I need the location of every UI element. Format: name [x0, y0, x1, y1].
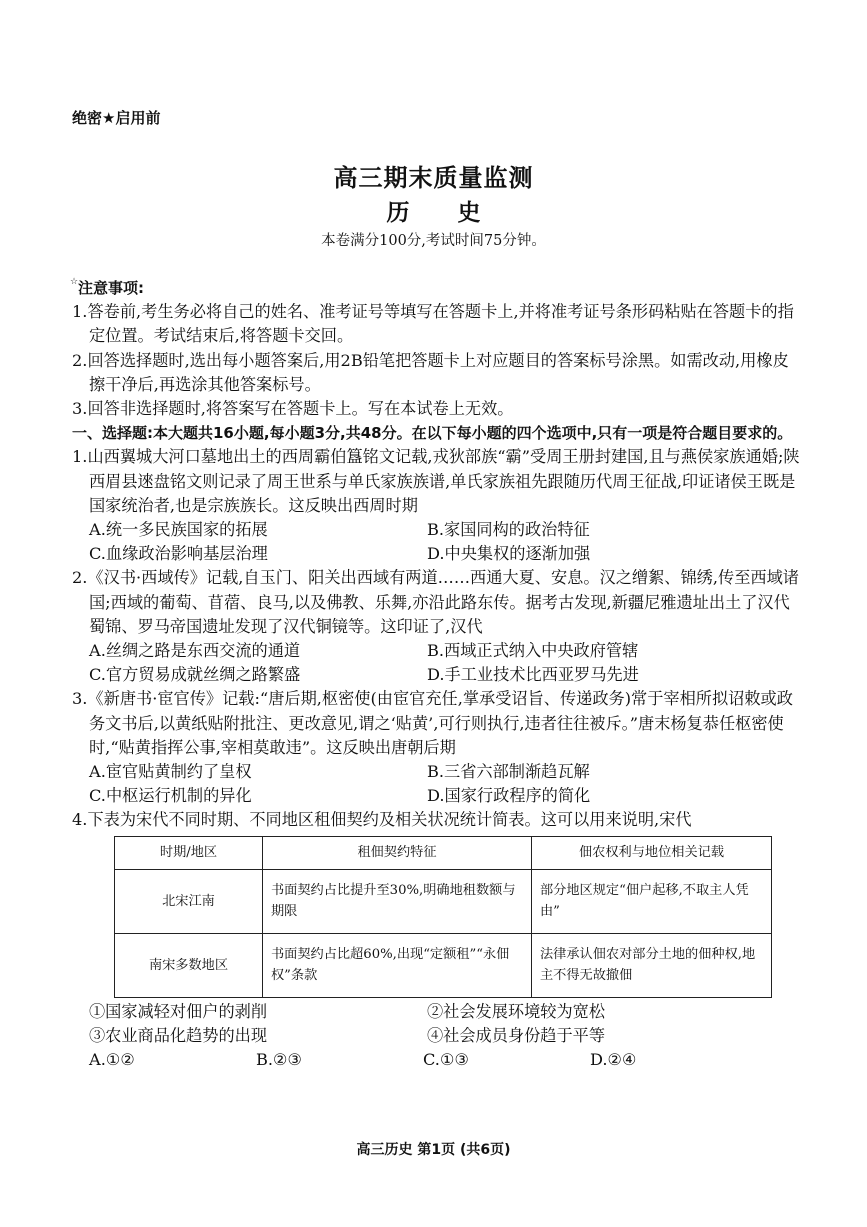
option-b: B.家国同构的政治特征 [427, 520, 590, 540]
question-1-stem: 1.山西翼城大河口墓地出土的西周霸伯簋铭文记载,戎狄部族“霸”受周王册封建国,且与燕侯家族通婚;陕西眉县逨盘铭文则记录了周王世系与单氏家族族谱,单氏家族祖先跟随历代周王征战,印证诸侯王既是国家统治者,也是宗族族长。这反映出西周时期 [72, 447, 800, 515]
option-d: D.国家行政程序的简化 [427, 786, 591, 806]
table-cell: 南宋多数地区 [115, 933, 263, 997]
option-d: D.②④ [590, 1050, 637, 1070]
option-c: C.中枢运行机制的异化 [89, 786, 252, 806]
question-3-options [72, 760, 802, 808]
star-icon: ☆ [70, 277, 79, 287]
table-header-cell: 租佃契约特征 [263, 836, 532, 869]
option-c: C.①③ [423, 1050, 469, 1070]
exam-content [72, 276, 802, 1072]
table-cell: 书面契约占比超60%,出现“定额租”“永佃权”条款 [263, 933, 532, 997]
notice-title-text: 注意事项: [78, 279, 144, 297]
statement: ①国家减轻对佃户的剥削 [89, 1001, 268, 1021]
option-b: B.三省六部制渐趋瓦解 [427, 762, 590, 782]
option-a: A.统一多民族国家的拓展 [89, 520, 268, 540]
score-time-note: 本卷满分100分,考试时间75分钟。 [321, 233, 546, 249]
table-cell: 北宋江南 [115, 869, 263, 933]
table-row [115, 869, 772, 933]
question-4-statements [72, 1000, 802, 1048]
option-c: C.官方贸易成就丝绸之路繁盛 [89, 665, 301, 685]
question-1-options [72, 518, 802, 566]
exam-title: 高三期末质量监测 [333, 163, 534, 192]
notice-item: 1.答卷前,考生务必将自己的姓名、准考证号等填写在答题卡上,并将准考证号条形码粘贴在答题卡的指定位置。考试结束后,将答题卡交回。 [72, 302, 794, 346]
option-a: A.丝绸之路是东西交流的通道 [89, 641, 301, 661]
option-b: B.②③ [256, 1050, 303, 1070]
table-header-cell: 时期/地区 [115, 836, 263, 869]
option-d: D.手工业技术比西亚罗马先进 [427, 665, 639, 685]
question-2-options [72, 639, 802, 687]
option-a: A.宦官贴黄制约了皇权 [89, 762, 252, 782]
option-d: D.中央集权的逐渐加强 [427, 544, 591, 564]
statement: ②社会发展环境较为宽松 [427, 1001, 606, 1021]
option-b: B.西域正式纳入中央政府管辖 [427, 641, 639, 661]
option-c: C.血缘政治影响基层治理 [89, 544, 268, 564]
statement: ④社会成员身份趋于平等 [427, 1025, 606, 1045]
table-cell: 部分地区规定“佃户起移,不取主人凭由” [532, 869, 772, 933]
subject-title: 历 史 [386, 199, 501, 226]
option-a: A.①② [89, 1050, 135, 1070]
question-4-options [72, 1048, 802, 1072]
table-header-row [115, 836, 772, 869]
question-4-stem: 4.下表为宋代不同时期、不同地区租佃契约及相关状况统计简表。这可以用来说明,宋代 [72, 810, 692, 830]
page-footer: 高三历史 第1页 (共6页) [356, 1142, 511, 1158]
notice-item: 3.回答非选择题时,将答案写在答题卡上。写在本试卷上无效。 [72, 399, 514, 419]
statement: ③农业商品化趋势的出现 [89, 1025, 268, 1045]
question-2-stem: 2.《汉书·西域传》记载,自玉门、阳关出西域有两道……西通大夏、安息。汉之缯絮、锦绣,传至西域诸国;西域的葡萄、苜蓿、良马,以及佛教、乐舞,亦沿此路东传。据考古发现,新疆尼雅遗址出土了汉代蜀锦、罗马帝国遗址发现了汉代铜镜等。这印证了,汉代 [72, 568, 799, 636]
table-cell: 书面契约占比提升至30%,明确地租数额与期限 [263, 869, 532, 933]
section-heading: 一、选择题:本大题共16小题,每小题3分,共48分。在以下每小题的四个选项中,只有一项是符合题目要求的。 [72, 424, 793, 443]
question-3-stem: 3.《新唐书·宦官传》记载:“唐后期,枢密使(由宦官充任,掌承受诏旨、传递政务)常于宰相所拟诏敕或政务文书后,以黄纸贴附批注、更改意见,谓之‘贴黄’,可行则执行,违者往往被斥。”唐末杨复恭任枢密使时,“贴黄指挥公事,宰相莫敢违”。这反映出唐朝后期 [72, 689, 793, 757]
tenancy-table [114, 836, 772, 998]
table-cell: 法律承认佃农对部分土地的佃种权,地主不得无故撤佃 [532, 933, 772, 997]
table-header-cell: 佃农权利与地位相关记载 [532, 836, 772, 869]
notice-item: 2.回答选择题时,选出每小题答案后,用2B铅笔把答题卡上对应题目的答案标号涂黑。如需改动,用橡皮擦干净后,再选涂其他答案标号。 [72, 350, 789, 394]
notice-heading [72, 276, 802, 300]
confidential-mark: 绝密★启用前 [72, 109, 161, 127]
table-row [115, 933, 772, 997]
